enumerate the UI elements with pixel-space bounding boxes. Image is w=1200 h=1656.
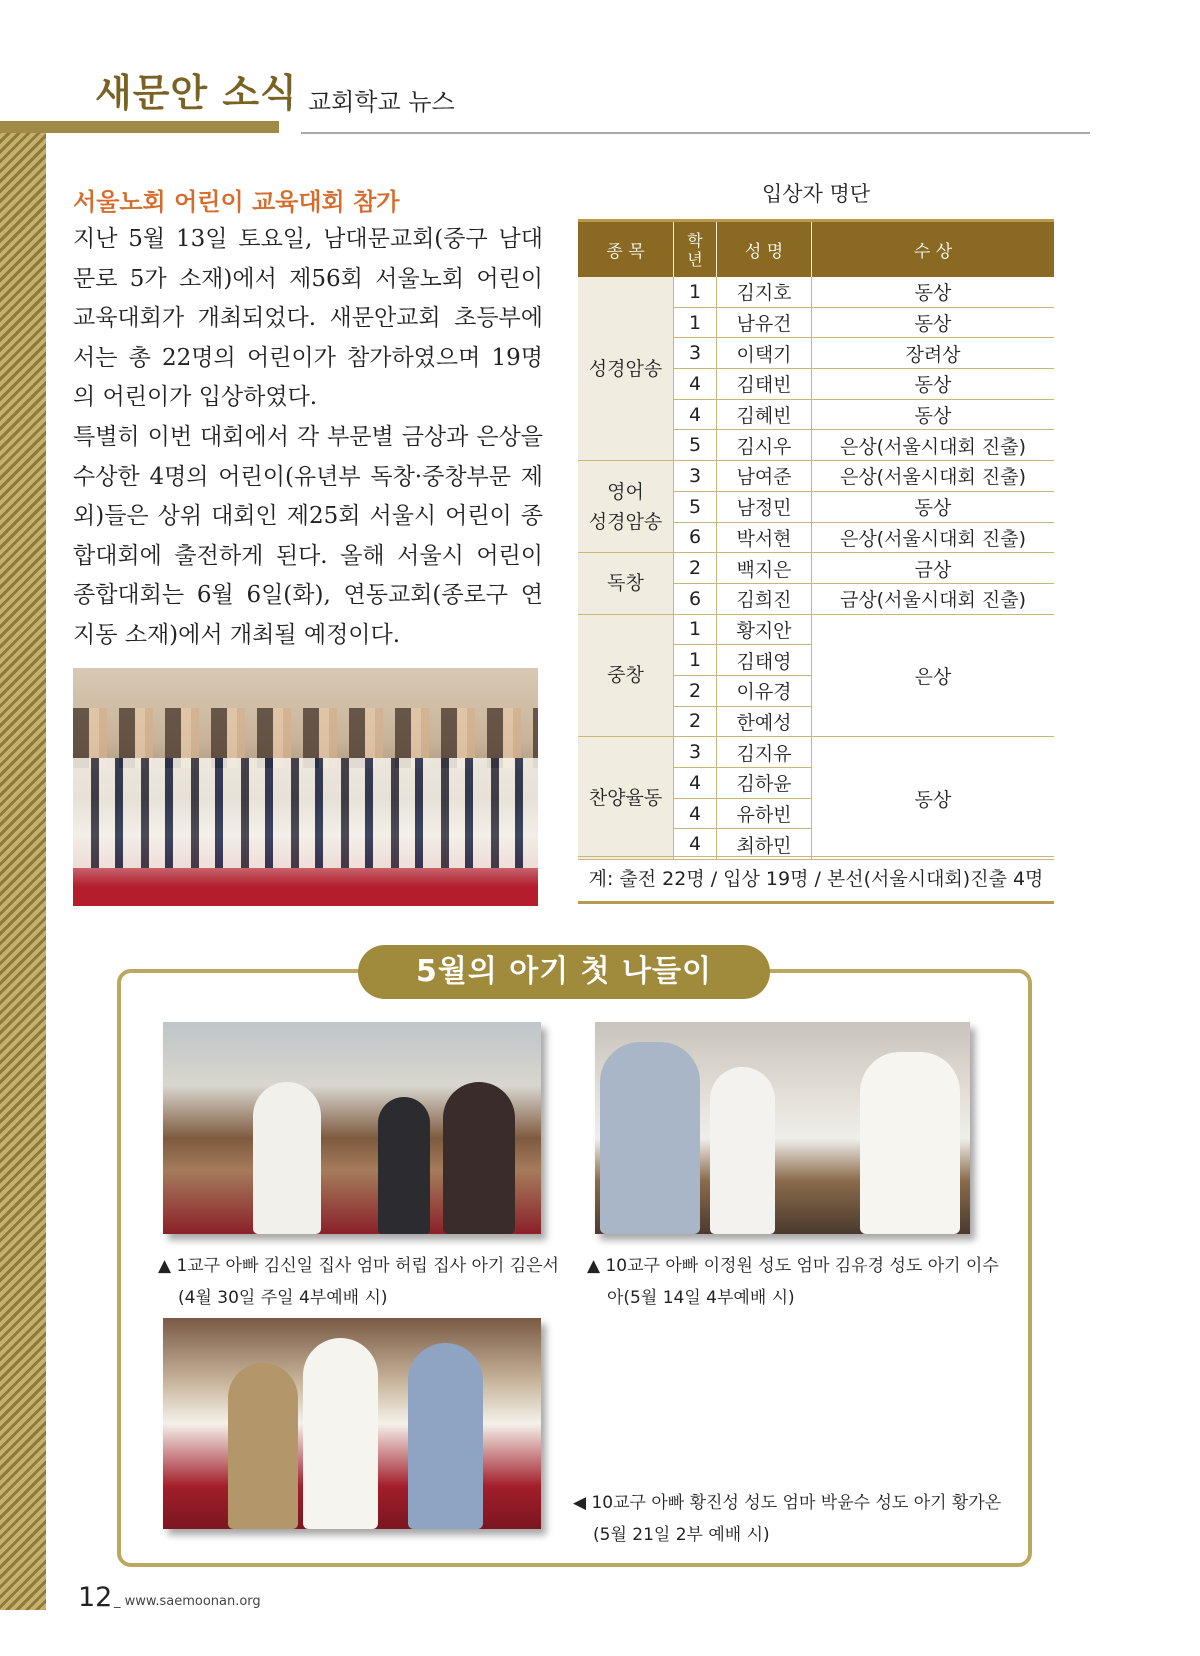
award-name: 김하윤 bbox=[717, 768, 812, 799]
award-name: 남정민 bbox=[717, 491, 812, 522]
award-name: 한예성 bbox=[717, 706, 812, 737]
award-name: 김지유 bbox=[717, 737, 812, 768]
award-category: 독창 bbox=[578, 553, 674, 614]
award-grade: 6 bbox=[674, 522, 717, 553]
article-paragraph: 지난 5월 13일 토요일, 남대문교회(중구 남대문로 5가 소재)에서 제56회 서울노회 어린이 교육대회가 개최되었다. 새문안교회 초등부에서는 총 22명의 어린이가 참가하였으며 19명의 어린이가 입상하였다. bbox=[73, 226, 543, 411]
article-heading: 서울노회 어린이 교육대회 참가 bbox=[73, 188, 400, 216]
children-group-photo bbox=[73, 668, 538, 906]
awards-table bbox=[578, 219, 1054, 860]
award-result: 동상 bbox=[812, 369, 1055, 400]
award-grade: 1 bbox=[674, 277, 717, 307]
photo-detail bbox=[710, 1067, 775, 1234]
award-name: 김희진 bbox=[717, 583, 812, 614]
photo-detail bbox=[303, 1338, 378, 1529]
award-result: 동상 bbox=[812, 399, 1055, 430]
award-name: 백지은 bbox=[717, 553, 812, 584]
baby-photo-2 bbox=[595, 1022, 970, 1234]
award-result: 동상 bbox=[812, 277, 1055, 307]
award-name: 김혜빈 bbox=[717, 399, 812, 430]
baby-section-title: 5월의 아기 첫 나들이 bbox=[358, 945, 770, 999]
award-result: 은상 bbox=[812, 614, 1055, 737]
section-title: 새문안 소식 bbox=[95, 71, 298, 115]
award-name: 남유건 bbox=[717, 307, 812, 338]
award-row bbox=[578, 277, 1054, 307]
footer-url: _ www.saemoonan.org bbox=[114, 1594, 261, 1609]
header-divider bbox=[301, 132, 1090, 134]
award-result: 금상 bbox=[812, 553, 1055, 584]
photo-detail bbox=[443, 1082, 515, 1234]
award-name: 김지호 bbox=[717, 277, 812, 307]
photo-detail bbox=[600, 1042, 700, 1234]
award-result: 동상 bbox=[812, 737, 1055, 860]
header-name: 성 명 bbox=[717, 221, 812, 278]
award-result: 은상(서울시대회 진출) bbox=[812, 522, 1055, 553]
left-decorative-band bbox=[0, 130, 46, 1610]
award-grade: 2 bbox=[674, 675, 717, 706]
award-category: 성경암송 bbox=[578, 277, 674, 461]
photo-detail bbox=[860, 1052, 960, 1234]
award-name: 유하빈 bbox=[717, 798, 812, 829]
photo-detail bbox=[228, 1363, 298, 1529]
award-name: 김태영 bbox=[717, 645, 812, 676]
page-number: 12 bbox=[78, 1582, 113, 1613]
award-grade: 4 bbox=[674, 829, 717, 860]
award-grade: 2 bbox=[674, 553, 717, 584]
award-name: 이택기 bbox=[717, 338, 812, 369]
award-result: 동상 bbox=[812, 307, 1055, 338]
award-grade: 1 bbox=[674, 614, 717, 645]
article-paragraph: 특별히 이번 대회에서 각 부문별 금상과 은상을 수상한 4명의 어린이(유년부 독창·중창부문 제외)들은 상위 대회인 제25회 서울시 어린이 종합대회에 출전하게 된다. 올해 서울시 어린이 종합대회는 6월 6일(화), 연동교회(종로구 연지동 소재)에서 개최될 예정이다. bbox=[73, 423, 543, 648]
award-row bbox=[578, 737, 1054, 768]
award-name: 이유경 bbox=[717, 675, 812, 706]
award-category: 찬양율동 bbox=[578, 737, 674, 860]
header-award: 수 상 bbox=[812, 221, 1055, 278]
award-grade: 2 bbox=[674, 706, 717, 737]
article-body bbox=[73, 220, 543, 656]
award-name: 최하민 bbox=[717, 829, 812, 860]
award-result: 은상(서울시대회 진출) bbox=[812, 430, 1055, 461]
award-category: 중창 bbox=[578, 614, 674, 737]
award-grade: 6 bbox=[674, 583, 717, 614]
awards-table-body bbox=[578, 277, 1054, 860]
baby-caption-3: ◀ 10교구 아빠 황진성 성도 엄마 박윤수 성도 아기 황가온(5월 21일 2부 예배 시) bbox=[573, 1493, 1002, 1545]
baby-photo-3 bbox=[163, 1318, 541, 1529]
award-grade: 3 bbox=[674, 461, 717, 492]
baby-caption-1: ▲ 1교구 아빠 김신일 집사 엄마 허립 집사 아기 김은서(4월 30일 주일 4부예배 시) bbox=[158, 1256, 559, 1308]
award-grade: 3 bbox=[674, 338, 717, 369]
award-result: 장려상 bbox=[812, 338, 1055, 369]
header-gold-bar bbox=[0, 121, 279, 133]
award-category: 영어 성경암송 bbox=[578, 461, 674, 553]
awards-table-header-row bbox=[578, 221, 1054, 278]
header-category: 종 목 bbox=[578, 221, 674, 278]
award-grade: 5 bbox=[674, 491, 717, 522]
award-grade: 4 bbox=[674, 369, 717, 400]
award-name: 남여준 bbox=[717, 461, 812, 492]
photo-detail bbox=[73, 758, 538, 868]
section-subtitle: 교회학교 뉴스 bbox=[308, 88, 455, 116]
baby-caption-2: ▲ 10교구 아빠 이정원 성도 엄마 김유경 성도 아기 이수아(5월 14일 4부예배 시) bbox=[587, 1256, 999, 1308]
awards-summary: 계: 출전 22명 / 입상 19명 / 본선(서울시대회)진출 4명 bbox=[578, 856, 1054, 904]
header-grade: 학 년 bbox=[674, 221, 717, 278]
award-row bbox=[578, 614, 1054, 645]
award-grade: 4 bbox=[674, 399, 717, 430]
awards-table-title: 입상자 명단 bbox=[761, 182, 871, 206]
photo-detail bbox=[408, 1343, 483, 1529]
award-grade: 5 bbox=[674, 430, 717, 461]
photo-detail bbox=[253, 1082, 321, 1234]
award-name: 김태빈 bbox=[717, 369, 812, 400]
award-result: 은상(서울시대회 진출) bbox=[812, 461, 1055, 492]
award-grade: 4 bbox=[674, 768, 717, 799]
award-grade: 1 bbox=[674, 307, 717, 338]
award-grade: 3 bbox=[674, 737, 717, 768]
award-row bbox=[578, 461, 1054, 492]
award-grade: 4 bbox=[674, 798, 717, 829]
award-name: 박서현 bbox=[717, 522, 812, 553]
award-result: 금상(서울시대회 진출) bbox=[812, 583, 1055, 614]
award-name: 김시우 bbox=[717, 430, 812, 461]
award-grade: 1 bbox=[674, 645, 717, 676]
award-result: 동상 bbox=[812, 491, 1055, 522]
baby-photo-1 bbox=[163, 1022, 541, 1234]
photo-detail bbox=[378, 1097, 430, 1234]
award-row bbox=[578, 553, 1054, 584]
award-name: 황지안 bbox=[717, 614, 812, 645]
